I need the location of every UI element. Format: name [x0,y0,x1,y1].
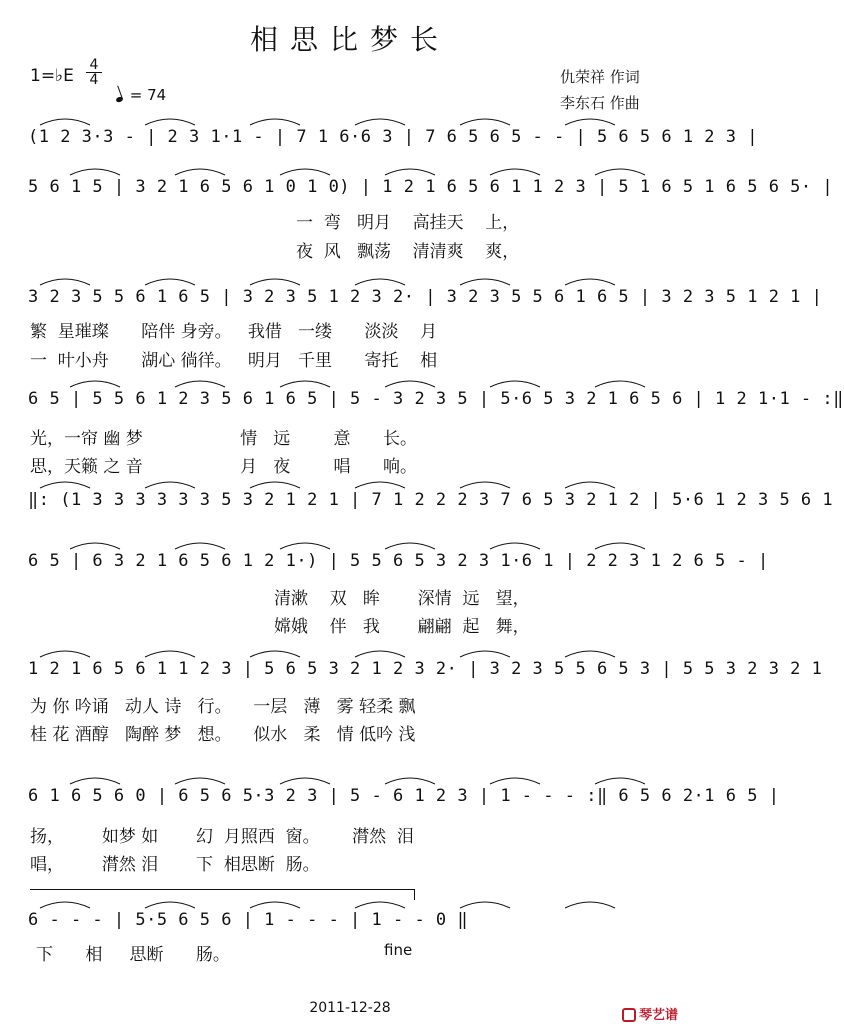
music-line-1: (1 2 3·3 - | 2 3 1·1 - | 7 1 6·6 3 | 7 6 5 6 5 - - | 5 6 5 6 1 2 3 | [28,127,758,147]
slur-arc [175,778,225,784]
slur-arc [250,119,300,125]
slur-arc [565,902,615,908]
slur-arc [460,902,510,908]
slur-arc [490,169,540,175]
logo-icon [622,1008,636,1022]
slur-arc [280,169,330,175]
slur-arc [145,902,195,908]
lyric-line-1: 一 弯 明月 高挂天 上， [296,213,520,233]
site-logo [622,1004,678,1023]
lyric-line-2: 夜 风 飘荡 清清爽 爽， [296,242,520,262]
slur-arc [355,902,405,908]
slur-arc [145,279,195,285]
slur-arc [70,169,120,175]
lyric-line-13: 下 相 思断 肠。 [36,945,230,965]
music-line-8: 6 1 6 5 6 0 | 6 5 6 5·3 2 3 | 5 - 6 1 2 3 | 1 - - - :‖ 6 5 6 2·1 6 5 | [28,786,780,806]
slur-arc [385,381,435,387]
slur-arc [355,119,405,125]
slur-arc [385,169,435,175]
slur-arc [280,381,330,387]
music-line-2: 5 6 1 5 | 3 2 1 6 5 6 1 0 1 0) | 1 2 1 6 5 6 1 1 2 3 | 5 1 6 5 1 6 5 6 5· | [28,177,834,197]
lyric-line-12: 唱， 潸然 泪 下 相思断 肠。 [30,855,320,875]
time-signature-bottom: 4 [89,72,99,88]
slur-arc [280,543,330,549]
composer-credit: 李东石 作曲 [560,94,640,112]
lyric-line-3: 繁 星璀璨 陪伴 身旁。 我借 一缕 淡淡 月 [30,322,438,342]
publish-date: 2011-12-28 [309,1000,391,1016]
slur-arc [40,279,90,285]
slur-arc [355,279,405,285]
slur-arc [40,482,90,488]
lyric-line-8: 嫦娥 伴 我 翩翩 起 舞， [274,617,530,637]
slur-arc [565,119,615,125]
slur-arc [355,482,405,488]
lyric-line-6: 思，天籁 之 音 月 夜 唱 响。 [30,457,417,477]
music-line-9: 6 - - - | 5·5 6 5 6 | 1 - - - | 1 - - 0 ‖ [28,910,469,930]
song-title: 相思比梦长 [249,23,450,56]
slur-arc [250,651,300,657]
slur-arc [250,279,300,285]
slur-arc [565,482,615,488]
slur-arc [250,482,300,488]
lyric-line-9: 为 你 吟诵 动人 诗 行。 一层 薄 雾 轻柔 飘 [30,697,416,717]
slur-arc [280,778,330,784]
tempo-value: = 74 [129,86,167,104]
music-line-7: 1 2 1 6 5 6 1 1 2 3 | 5 6 5 3 2 1 2 3 2· | 3 2 3 5 5 6 5 3 | 5 5 3 2 3 2 1 [28,659,823,679]
slur-arc [595,778,645,784]
slur-arc [40,902,90,908]
slur-arc [460,651,510,657]
slur-arc [595,381,645,387]
music-line-5: ‖: (1 3 3 3 3 3 3 5 3 2 1 2 1 | 7 1 2 2 2 3 7 6 5 3 2 1 2 | 5·6 1 2 3 5 6 1 [28,490,834,510]
fine-marking: fine [384,941,413,959]
slur-arc [145,119,195,125]
slur-arc [490,778,540,784]
slur-arc [595,169,645,175]
lyric-line-5: 光，一帘 幽 梦 情 远 意 长。 [30,429,417,449]
slur-arc [145,651,195,657]
slur-arc [385,543,435,549]
lyricist-credit: 仇荣祥 作词 [560,68,640,86]
lyric-line-7: 清漱 双 眸 深情 远 望， [274,589,530,609]
slur-arc [565,651,615,657]
slur-arc [355,651,405,657]
lyric-line-10: 桂 花 酒醇 陶醉 梦 想。 似水 柔 情 低吟 浅 [30,725,416,745]
slur-arc [490,381,540,387]
slur-arc [70,381,120,387]
slur-arc [460,482,510,488]
slur-arc [40,119,90,125]
music-line-3: 3 2 3 5 5 6 1 6 5 | 3 2 3 5 1 2 3 2· | 3 2 3 5 5 6 1 6 5 | 3 2 3 5 1 2 1 | [28,287,823,307]
music-line-6: 6 5 | 6 3 2 1 6 5 6 1 2 1·) | 5 5 6 5 3 2 3 1·6 1 | 2 2 3 1 2 6 5 - | [28,551,769,571]
slur-arc [595,543,645,549]
time-signature-top: 4 [86,58,102,73]
slur-arc [565,279,615,285]
slur-arc [40,651,90,657]
lyric-line-4: 一 叶小舟 湖心 徜徉。 明月 千里 寄托 相 [30,351,438,371]
key-signature: 1=♭E [30,66,74,86]
slur-arc [460,119,510,125]
slur-arc [385,778,435,784]
slur-arc [175,381,225,387]
slur-arc [145,482,195,488]
slur-arc [460,279,510,285]
lyric-line-11: 扬， 如梦 如 幻 月照西 窗。 潸然 泪 [30,827,414,847]
slur-arc [175,543,225,549]
slur-arc [250,902,300,908]
slur-arc [70,543,120,549]
slur-arc [70,778,120,784]
slur-arc [175,169,225,175]
music-line-4: 6 5 | 5 5 6 1 2 3 5 6 1 6 5 | 5 - 3 2 3 5 | 5·6 5 3 2 1 6 5 6 | 1 2 1·1 - :‖ [28,389,844,409]
slur-arc [490,543,540,549]
site-logo-text: 琴艺谱 [639,1008,679,1023]
